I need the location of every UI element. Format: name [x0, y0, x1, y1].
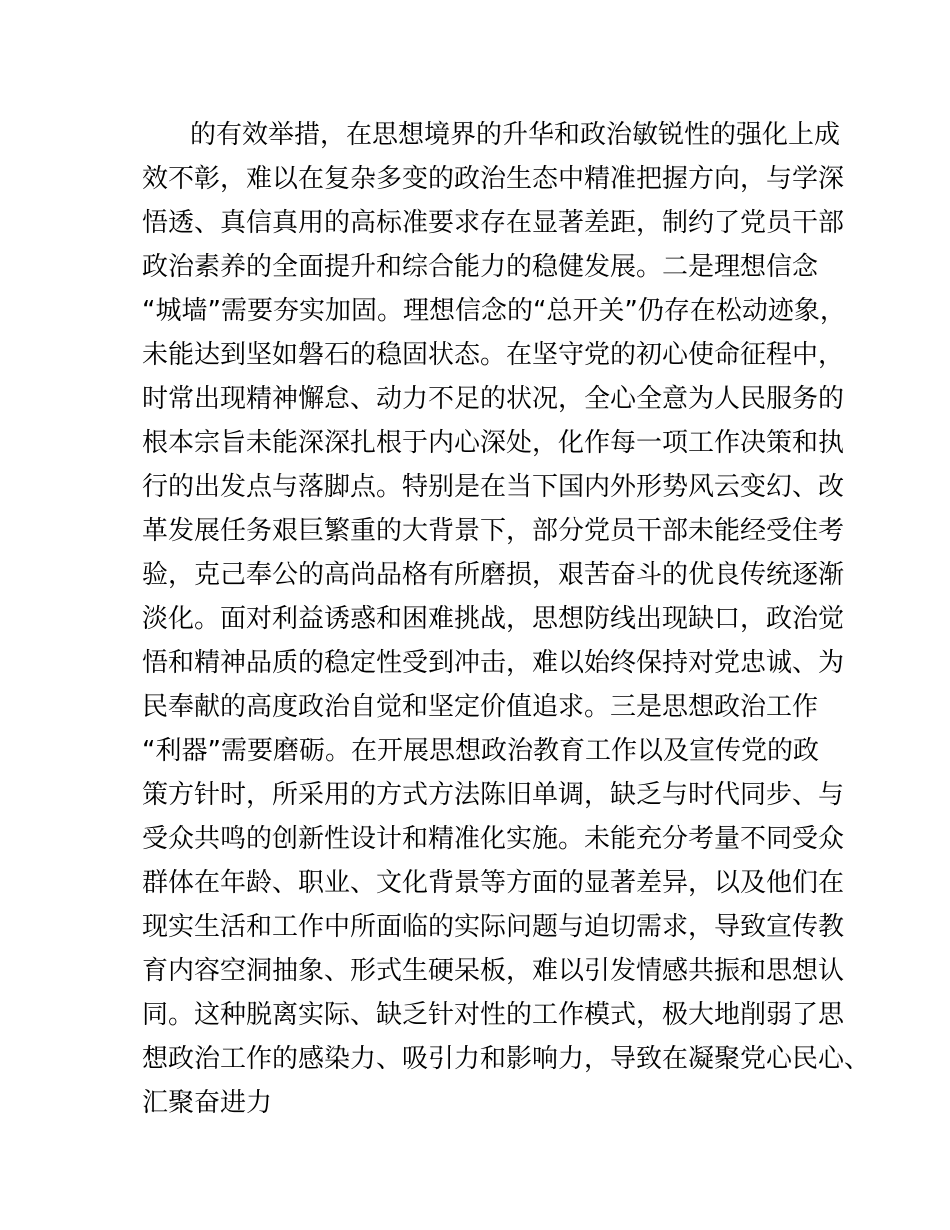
- paragraph-line: 的有效举措，在思想境界的升华和政治敏锐性的强化上成: [190, 120, 841, 150]
- paragraph-line: 育内容空洞抽象、形式生硬呆板，难以引发情感共振和思想认: [142, 956, 845, 986]
- paragraph-line: “利器”需要磨砺。在开展思想政治教育工作以及宣传党的政: [142, 736, 819, 766]
- paragraph-line: 想政治工作的感染力、吸引力和影响力，导致在凝聚党心民心、: [142, 1044, 871, 1074]
- paragraph-line: 革发展任务艰巨繁重的大背景下，部分党员干部未能经受住考: [142, 516, 845, 546]
- paragraph-line: 验，克己奉公的高尚品格有所磨损，艰苦奋斗的优良传统逐渐: [142, 560, 845, 590]
- paragraph-line: 策方针时，所采用的方式方法陈旧单调，缺乏与时代同步、与: [142, 780, 845, 810]
- paragraph-line: 政治素养的全面提升和综合能力的稳健发展。二是理想信念: [142, 252, 819, 282]
- paragraph-line: 未能达到坚如磐石的稳固状态。在坚守党的初心使命征程中，: [142, 340, 845, 370]
- paragraph-line: 汇聚奋进力: [142, 1088, 273, 1118]
- paragraph-line: 时常出现精神懈怠、动力不足的状况，全心全意为人民服务的: [142, 384, 845, 414]
- paragraph-line: 现实生活和工作中所面临的实际问题与迫切需求，导致宣传教: [142, 912, 845, 942]
- paragraph-line: 行的出发点与落脚点。特别是在当下国内外形势风云变幻、改: [142, 472, 845, 502]
- paragraph-line: 效不彰，难以在复杂多变的政治生态中精准把握方向，与学深: [142, 164, 845, 194]
- paragraph-line: 民奉献的高度政治自觉和坚定价值追求。三是思想政治工作: [142, 692, 819, 722]
- paragraph-line: 悟和精神品质的稳定性受到冲击，难以始终保持对党忠诚、为: [142, 648, 845, 678]
- paragraph-line: 根本宗旨未能深深扎根于内心深处，化作每一项工作决策和执: [142, 428, 845, 458]
- paragraph-line: 受众共鸣的创新性设计和精准化实施。未能充分考量不同受众: [142, 824, 845, 854]
- paragraph-line: 淡化。面对利益诱惑和困难挑战，思想防线出现缺口，政治觉: [142, 604, 845, 634]
- paragraph-line: 同。这种脱离实际、缺乏针对性的工作模式，极大地削弱了思: [142, 1000, 845, 1030]
- paragraph-line: “城墙”需要夯实加固。理想信念的“总开关”仍存在松动迹象，: [142, 296, 846, 326]
- paragraph-line: 群体在年龄、职业、文化背景等方面的显著差异，以及他们在: [142, 868, 845, 898]
- paragraph-line: 悟透、真信真用的高标准要求存在显著差距，制约了党员干部: [142, 208, 845, 238]
